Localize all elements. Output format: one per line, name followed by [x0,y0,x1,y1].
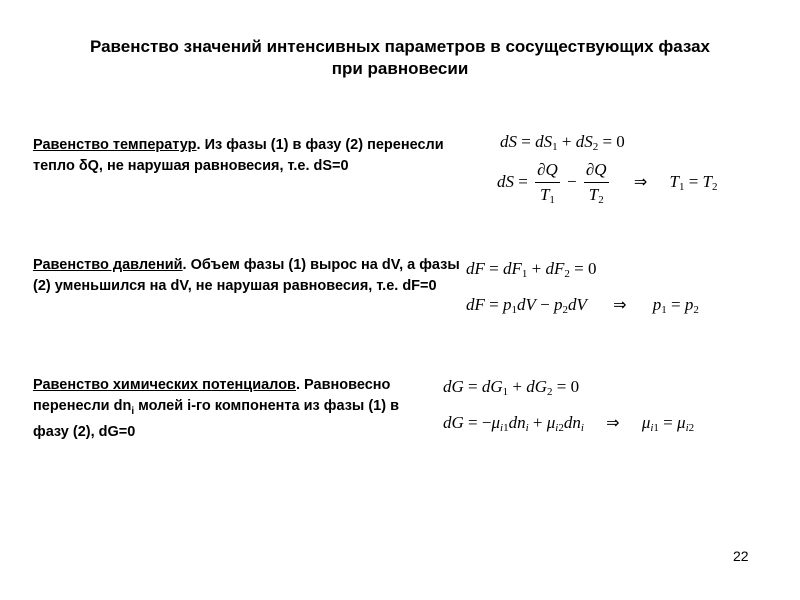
fraction-dq-t2: $\frac{\partial Q}{T_2}$ [585,160,607,206]
pressure-text: . Объем фазы (1) вырос на dV, а фазы (2) уменьшился на dV, не нарушая равновесия, т.е. dF=0 [33,257,460,294]
page-number: 22 [733,548,749,564]
chemical-potential-paragraph [33,375,423,443]
chemical-potential-text-sub: i [131,405,135,417]
chemical-potential-heading: Равенство химических потенциалов [33,377,296,393]
formula-df-sum: dF = $dF_1 + dF_2 = 0$ [466,259,597,280]
formula-dg-potential: dG = $-\mu_{i1}dn_i + \mu_{i2}dn_i$ ⇒ $\mu_{i1} = \mu_{i2}$ [443,413,695,434]
implies-arrow-icon: ⇒ [633,171,648,191]
fraction-dq-t1: $\frac{\partial Q}{T_1}$ [537,160,558,206]
temperature-text: . Из фазы (1) в фазу (2) перенесли тепло δQ, не нарушая равновесия, т.е. dS=0 [33,137,444,174]
temperature-heading: Равенство температур [33,137,197,153]
temperature-paragraph [33,135,478,177]
formula-df-volume: dF = $p_1dV - p_2dV$ ⇒ $p_1 = p_2$ [466,295,699,316]
title-line-2: при равновесии [331,59,469,78]
slide-title [20,36,780,80]
implies-arrow-icon: ⇒ [613,295,627,314]
chemical-potential-text-after: молей i-го компонента из фазы (1) в фазу (2), dG=0 [33,398,399,440]
chemical-potential-text-before: . Равновесно перенесли dn [33,377,391,414]
formula-ds-heat: dS = $\frac{\partial Q}{T_1}$ − $\frac{\partial Q}{T_2}$ ⇒ $T_1 = T_2$ [497,160,718,206]
pressure-heading: Равенство давлений [33,257,183,273]
formula-ds-sum: dS = $dS_1 + dS_2 = 0$ [500,132,625,153]
implies-arrow-icon: ⇒ [606,413,620,432]
formula-dg-sum: dG = $dG_1 + dG_2 = 0$ [443,377,580,398]
title-line-1: Равенство значений интенсивных параметров в сосуществующих фазах [89,37,711,56]
pressure-paragraph [33,255,463,297]
